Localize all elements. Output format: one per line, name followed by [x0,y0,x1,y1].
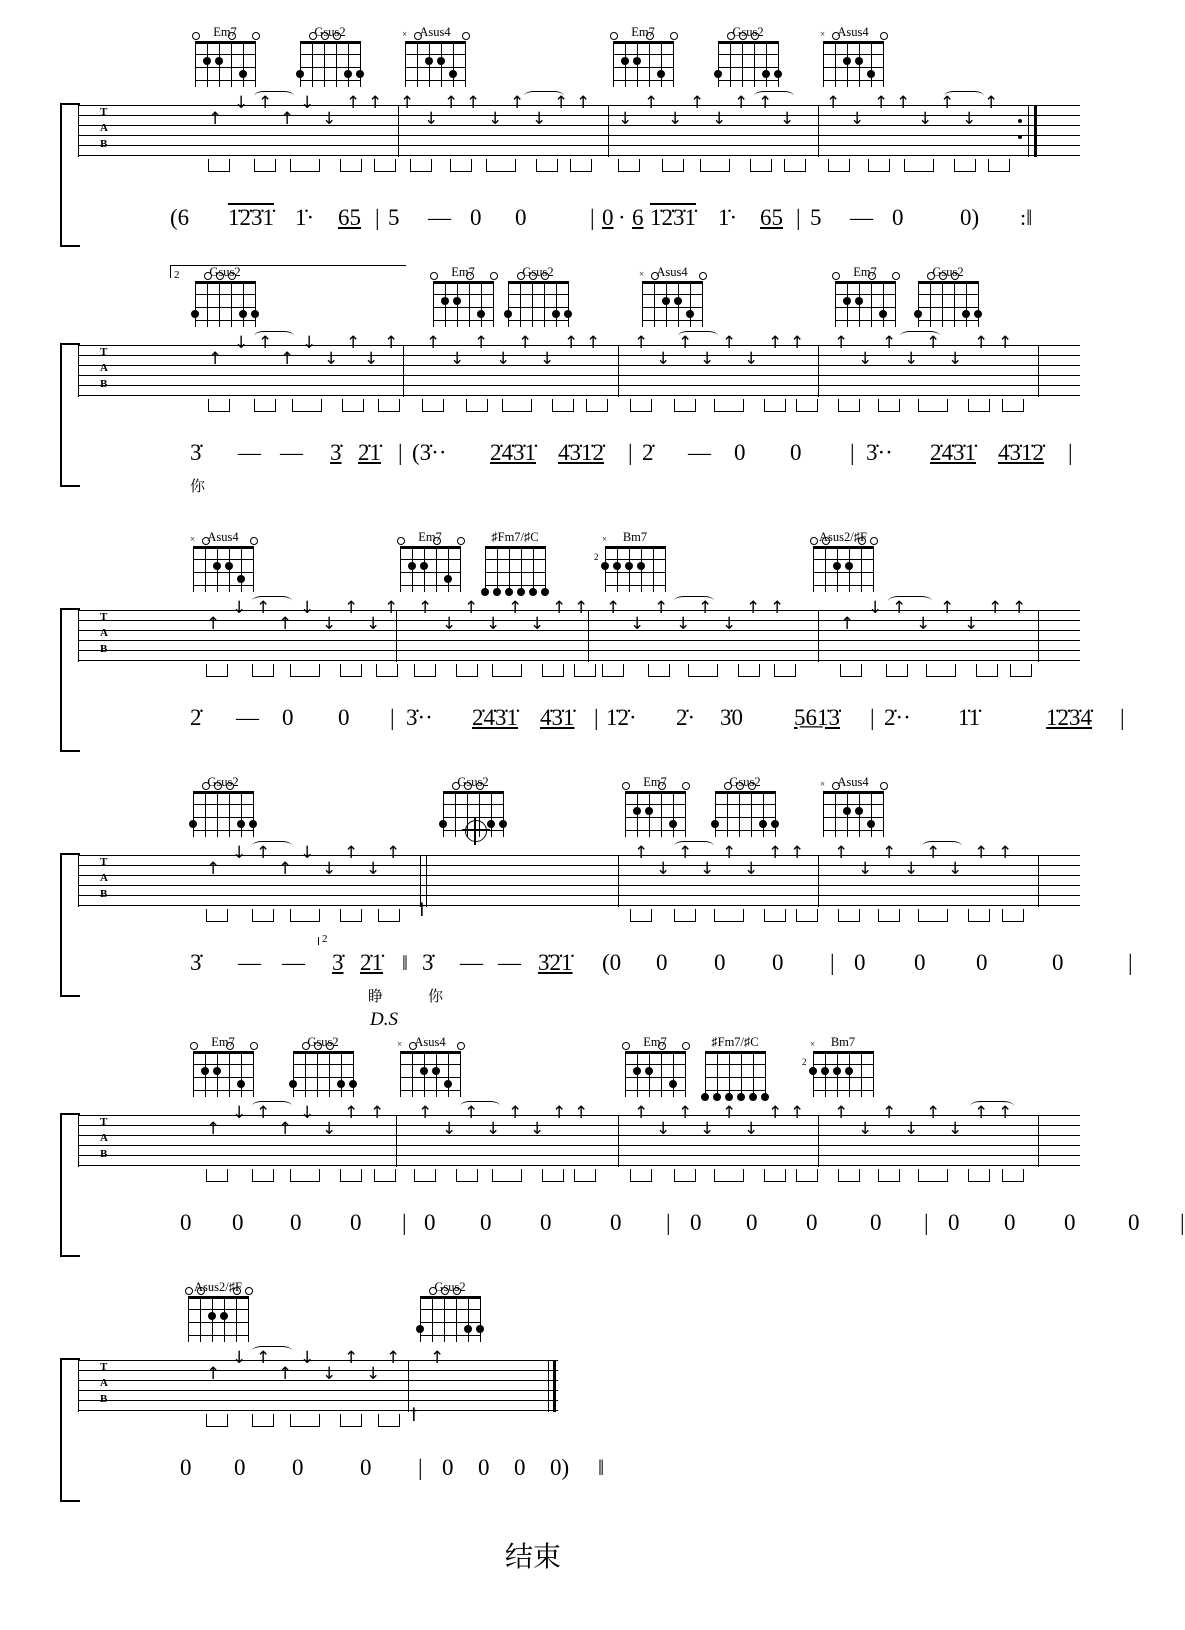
chord-grid [188,1296,248,1342]
system-brace [60,343,80,487]
chord-grid [433,281,493,327]
chord-grid [625,791,685,837]
chord-name: Asus4 [419,25,451,39]
chord-name: Gsus2 [522,265,554,279]
chord-grid: × 2 [605,546,665,592]
chord-diagram [608,25,678,87]
chord-diagram [188,530,258,592]
chord-diagram [183,1280,253,1342]
chord-grid [508,281,568,327]
chord-name: Asus4 [837,25,869,39]
chord-diagram [503,265,573,327]
chord-diagram [190,25,260,87]
chord-diagram [395,530,465,592]
tab-sheet: T A B ↑ ↓ ↑ ↑ ↓ ↓ ↑ ↑ ↑ ↓ ↑ ↑ ↓ ↑ ↓ ↑ ↑ ↓ ↑ ↓ ↑ ↓ ↑ ↑ ↓ ↑ ↓ ↑ ↑ ↓ ↑ ↓ ↑ (6 1̇2̇3̇1̇ 1̇· 65 | 5 — 0 0 | 0 · 6 1̇2̇3̇1̇ 1̇· 65 | 5 — 0 0) :‖ 2 T A B ↑ ↓ ↑ ↑ ↓ ↓ ↑ ↓ ↑ ↑ ↓ ↑ ↓ ↑ ↓ ↑ ↑ ↑ ↓ ↑ ↓ ↑ ↓ ↑ ↑ ↑ ↓ ↑ ↓ ↑ ↓ ↑ ↑ 3̇ — — 3̇ 2̇1̇ | (3̇·· 2̇4̇3̇1̇ 4̇3̇1̇2̇ | 2̇ — 0 0 | 3̇·· 2̇4̇3̇1̇ 4̇3̇1̇2̇ | 你 T A B ↑ ↓ ↑ ↑ ↓ ↓ ↑ ↓ ↑ ↑ ↓ ↑ ↓ ↑ ↓ ↑ ↑ ↑ ↓ ↑ ↓ ↑ ↓ ↑ ↑ ↑ ↓ ↑ ↓ ↑ ↓ ↑ ↑ 2̇ — 0 0 | 3̇·· 2̇4̇3̇1̇ 4̇3̇1̇ | 1̇2̇· 2̇· 3̇0 5̲6̲1̇3̇ | 2̇·· 1̇1̇ 1̇2̇3̇4̇ | T A B ↑ ↓ ↑ ↑ ↓ ↓ ↑ ↓ ↑ ↑ ↓ ↑ ↓ ↑ ↓ ↑ ↑ ↑ ↓ ↑ ↓ ↑ ↓ ↑ ↑ ꝉ 3̇ — — 3̇ 2̇1̇ ‖ 3̇ — — 3̇2̇1̇ (0 0 0 0 | 0 0 0 0 | 2 睁 你 D.S T A B ↑ ↓ ↑ ↑ ↓ ↓ ↑ ↑ ↑ ↓ ↑ ↓ ↑ ↓ ↑ ↑ ↑ ↓ ↑ ↓ ↑ ↓ ↑ ↑ ↑ ↓ ↑ ↓ ↑ ↓ ↑ ↑ 0 0 0 0 | 0 0 0 0 | 0 0 0 0 | 0 0 0 0 | T A B ↑ ↓ ↑ ↑ ↓ ↓ ↑ ↓ ↑ ↑ ꝉ 0 0 0 0 | 0 0 0 0) ‖ 结束 Em7 Gsus2 Asus4 × Em7 Gsus2 Asus4 × Gsus2 Em7 Gsus2 Asus4 × Em7 Gsus2 Asus4 × Em7 ♯Fm7/♯C Bm7 × 2 Asus2/♯F Gsus2 Gsus2 Em7 Gsus2 Asus4 × Em7 Gsus2 Asus4 × Em7 ♯Fm7/♯C Bm7 × 2 Asus2/♯F Gsus2 [0,0,1140,1630]
chord-name: Em7 [643,775,667,789]
chord-diagram [190,265,260,327]
chord-grid [300,41,360,87]
chord-grid: × [823,41,883,87]
tab-clef: T A B [100,1361,108,1405]
system-brace [60,1358,80,1502]
chord-grid: × [400,1051,460,1097]
chord-name: Gsus2 [434,1280,466,1294]
chord-grid [293,1051,353,1097]
chord-name: Em7 [631,25,655,39]
chord-name: Gsus2 [207,775,239,789]
chord-name: Asus4 [207,530,239,544]
chord-grid [813,546,873,592]
chord-diagram [395,1035,465,1097]
chord-diagram [713,25,783,87]
chord-diagram [913,265,983,327]
chord-grid [835,281,895,327]
chord-name: Gsus2 [457,775,489,789]
chord-name: Em7 [418,530,442,544]
end-label: 结束 [505,1540,562,1573]
system-brace [60,608,80,752]
chord-name: Em7 [213,25,237,39]
chord-grid: × [405,41,465,87]
system-brace [60,1113,80,1257]
chord-grid [718,41,778,87]
chord-diagram [295,25,365,87]
chord-name: Bm7 [830,1035,856,1049]
chord-diagram [188,775,258,837]
chord-grid [918,281,978,327]
chord-grid [625,1051,685,1097]
tab-clef: T A B [100,346,108,390]
chord-diagram [637,265,707,327]
chord-diagram [594,530,670,592]
lyric: 你 [428,987,444,1005]
chord-grid [613,41,673,87]
chord-grid: × [642,281,702,327]
chord-name: Gsus2 [314,25,346,39]
tab-clef: T A B [100,611,108,655]
chord-name: Em7 [643,1035,667,1049]
chord-grid [715,791,775,837]
chord-name: Em7 [211,1035,235,1049]
strum-stroke-mark: ꝉ [410,1405,418,1425]
chord-name: Gsus2 [209,265,241,279]
chord-name: ♯Fm7/♯C [711,1035,759,1049]
lyric: 你 [190,477,206,495]
ds-marking: D.S [370,1009,398,1030]
chord-grid [195,41,255,87]
volta-number: 2 [174,269,180,281]
chord-name: Asus2/♯F [194,1280,242,1294]
chord-grid [400,546,460,592]
chord-name: Asus4 [837,775,869,789]
volta-number-2: 2 [322,933,328,945]
chord-grid [193,1051,253,1097]
chord-diagram [818,775,888,837]
chord-diagram [830,265,900,327]
system-brace [60,103,80,247]
chord-grid: × [193,546,253,592]
system-brace [60,853,80,997]
chord-diagram [480,530,550,592]
chord-name: Gsus2 [732,25,764,39]
chord-grid: × [823,791,883,837]
chord-name: Gsus2 [932,265,964,279]
chord-name: Em7 [451,265,475,279]
chord-diagram [288,1035,358,1097]
lyric: 睁 [368,987,384,1005]
chord-diagram [700,1035,770,1097]
chord-name: Asus4 [656,265,688,279]
chord-grid [420,1296,480,1342]
coda-icon [465,820,487,842]
chord-name: Em7 [853,265,877,279]
chord-diagram [818,25,888,87]
chord-name: Gsus2 [307,1035,339,1049]
chord-name: Bm7 [622,530,648,544]
tab-clef: T A B [100,106,108,150]
chord-grid [485,546,545,592]
chord-grid [193,791,253,837]
chord-diagram [802,1035,878,1097]
chord-grid [705,1051,765,1097]
chord-name: Gsus2 [729,775,761,789]
chord-grid [195,281,255,327]
chord-grid: × 2 [813,1051,873,1097]
chord-diagram [620,1035,690,1097]
chord-name: ♯Fm7/♯C [491,530,539,544]
tab-clef: T A B [100,1116,108,1160]
chord-diagram [620,775,690,837]
chord-diagram [400,25,470,87]
chord-diagram [808,530,878,592]
chord-diagram [188,1035,258,1097]
chord-name: Asus4 [414,1035,446,1049]
chord-name: Asus2/♯F [819,530,867,544]
chord-diagram [415,1280,485,1342]
strum-stroke-mark: ꝉ [418,900,426,920]
tab-clef: T A B [100,856,108,900]
chord-diagram [710,775,780,837]
chord-diagram [428,265,498,327]
